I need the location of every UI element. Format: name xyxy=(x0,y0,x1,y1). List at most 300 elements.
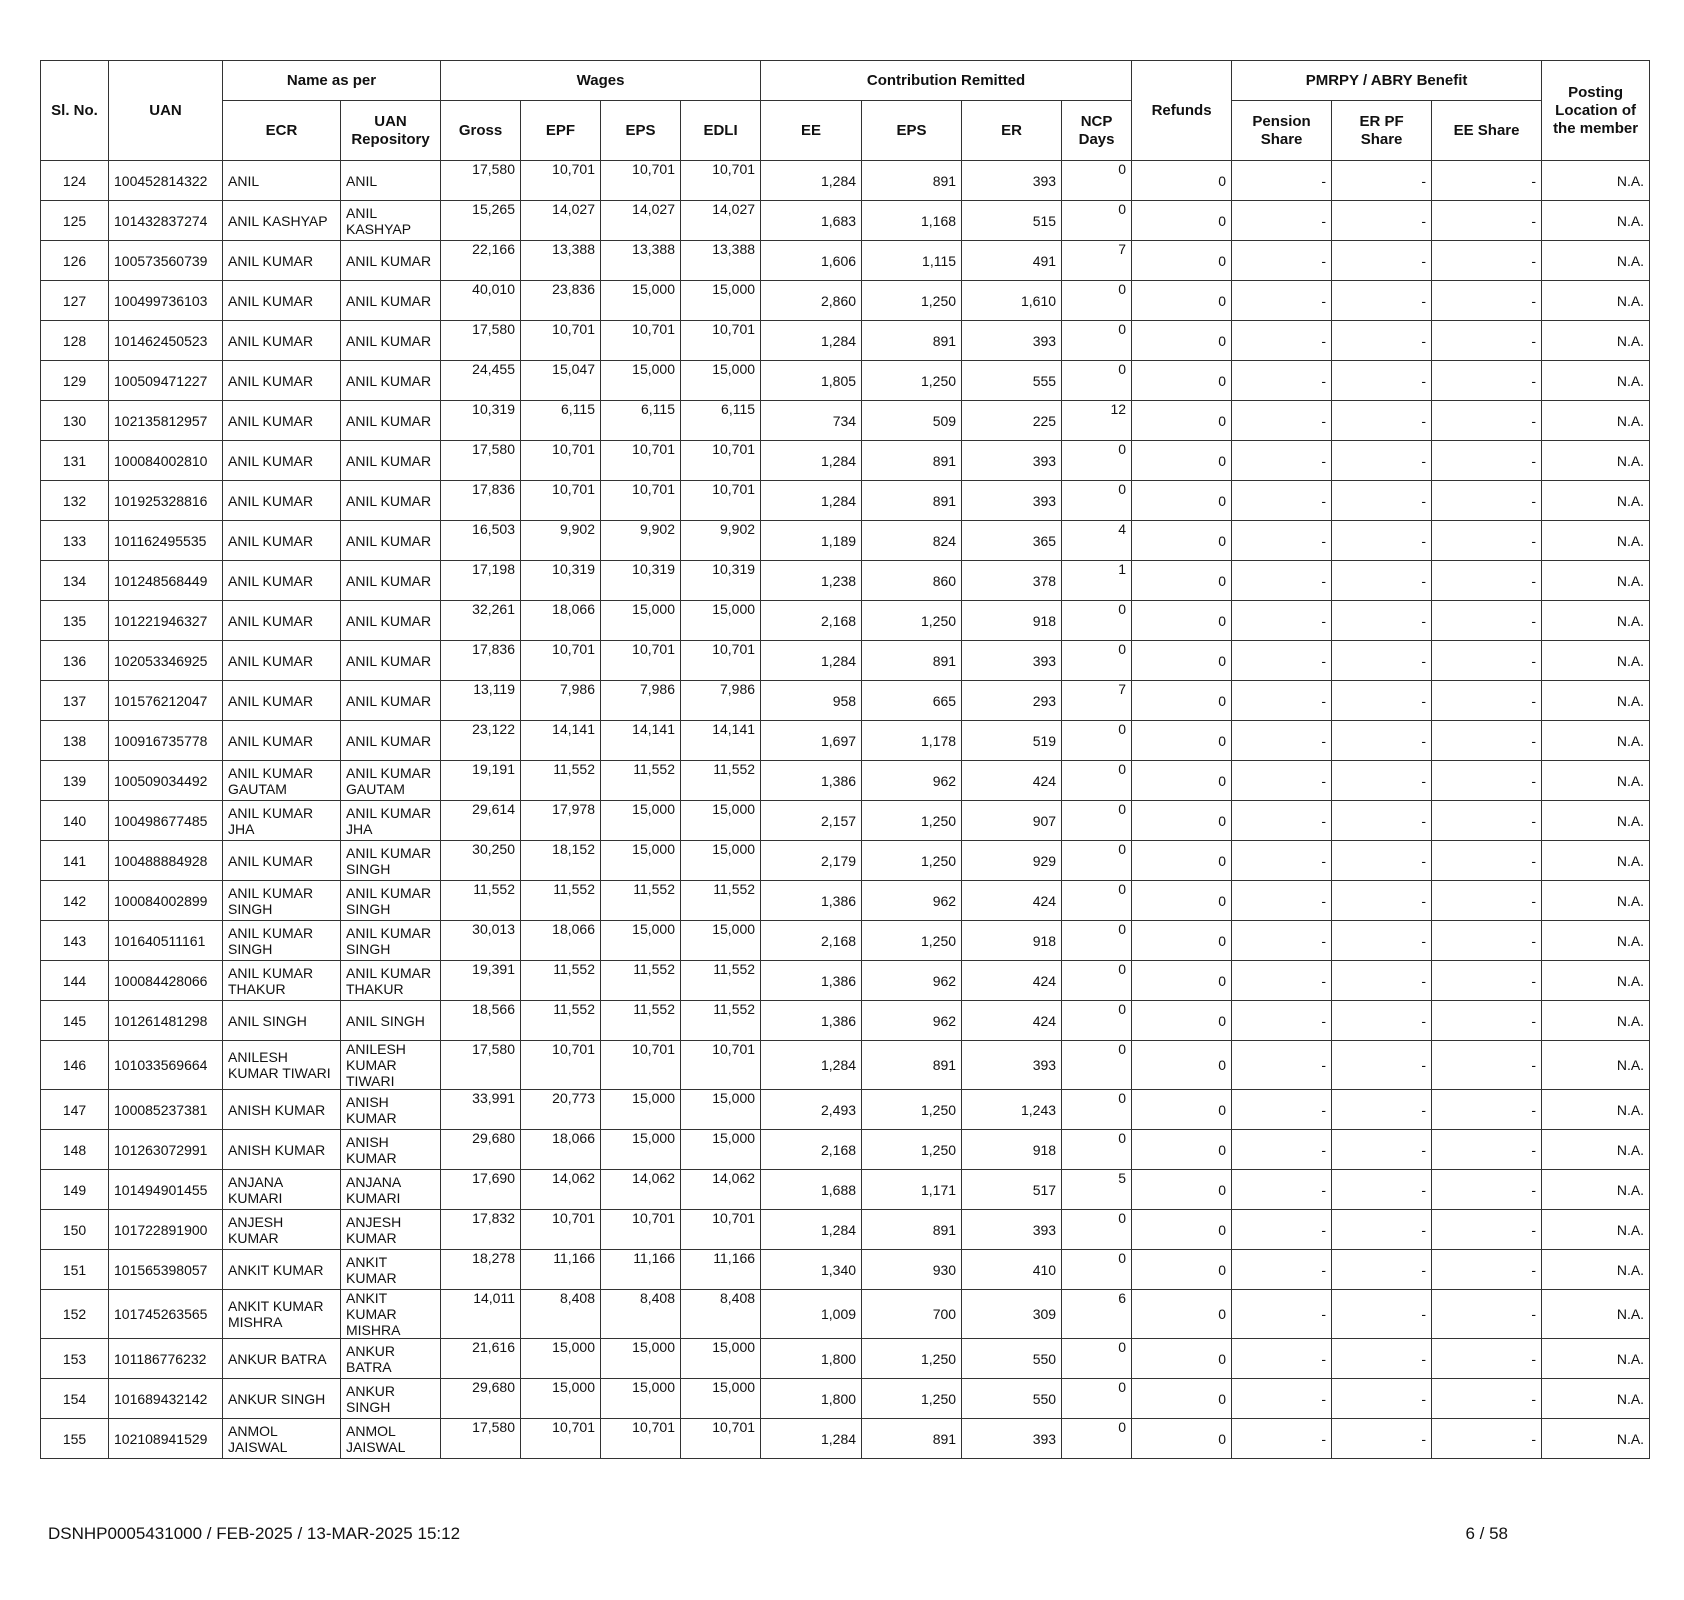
cell-er: 515 xyxy=(962,201,1062,241)
cell-refunds: 0 xyxy=(1132,361,1232,401)
cell-eps-contribution: 891 xyxy=(862,1210,962,1250)
cell-eps: 15,000 xyxy=(601,1379,681,1419)
cell-er-pf-share: - xyxy=(1332,961,1432,1001)
cell-refunds: 0 xyxy=(1132,1210,1232,1250)
cell-er: 293 xyxy=(962,681,1062,721)
cell-eps: 15,000 xyxy=(601,801,681,841)
table-row xyxy=(41,801,1650,841)
cell-eps-contribution: 1,171 xyxy=(862,1170,962,1210)
cell-epf: 14,062 xyxy=(521,1170,601,1210)
cell-er-pf-share: - xyxy=(1332,1290,1432,1339)
cell-ncp-days: 7 xyxy=(1062,241,1132,281)
cell-eps: 11,166 xyxy=(601,1250,681,1290)
cell-pension-share: - xyxy=(1232,1170,1332,1210)
cell-sl-no: 155 xyxy=(41,1419,109,1459)
cell-eps-contribution: 962 xyxy=(862,961,962,1001)
cell-eps: 10,701 xyxy=(601,481,681,521)
cell-name-uan-repository: ANIL KUMAR xyxy=(341,601,441,641)
cell-ee: 1,238 xyxy=(761,561,862,601)
cell-gross: 23,122 xyxy=(441,721,521,761)
cell-gross: 17,690 xyxy=(441,1170,521,1210)
cell-edli: 15,000 xyxy=(681,361,761,401)
header-ee-share: EE Share xyxy=(1432,101,1542,161)
cell-name-ecr: ANIL xyxy=(223,161,341,201)
cell-uan: 101494901455 xyxy=(109,1170,223,1210)
cell-refunds: 0 xyxy=(1132,1290,1232,1339)
cell-er: 1,243 xyxy=(962,1090,1062,1130)
table-row xyxy=(41,201,1650,241)
cell-eps: 10,701 xyxy=(601,1041,681,1090)
cell-eps-contribution: 1,250 xyxy=(862,841,962,881)
cell-sl-no: 147 xyxy=(41,1090,109,1130)
cell-er-pf-share: - xyxy=(1332,281,1432,321)
table-row xyxy=(41,1379,1650,1419)
cell-epf: 11,552 xyxy=(521,761,601,801)
cell-posting-location: N.A. xyxy=(1542,921,1650,961)
cell-ncp-days: 0 xyxy=(1062,1250,1132,1290)
cell-pension-share: - xyxy=(1232,1250,1332,1290)
cell-name-ecr: ANIL KASHYAP xyxy=(223,201,341,241)
cell-edli: 14,027 xyxy=(681,201,761,241)
cell-er: 918 xyxy=(962,921,1062,961)
cell-pension-share: - xyxy=(1232,241,1332,281)
cell-ncp-days: 6 xyxy=(1062,1290,1132,1339)
cell-ee-share: - xyxy=(1432,361,1542,401)
cell-ee-share: - xyxy=(1432,281,1542,321)
header-contribution-remitted: Contribution Remitted xyxy=(761,61,1132,101)
cell-epf: 11,552 xyxy=(521,961,601,1001)
cell-sl-no: 141 xyxy=(41,841,109,881)
cell-ncp-days: 0 xyxy=(1062,601,1132,641)
cell-ee-share: - xyxy=(1432,481,1542,521)
cell-gross: 21,616 xyxy=(441,1339,521,1379)
cell-epf: 6,115 xyxy=(521,401,601,441)
cell-ee: 1,009 xyxy=(761,1290,862,1339)
cell-gross: 22,166 xyxy=(441,241,521,281)
table-row xyxy=(41,601,1650,641)
cell-posting-location: N.A. xyxy=(1542,1419,1650,1459)
cell-name-ecr: ANIL KUMAR SINGH xyxy=(223,881,341,921)
page-indicator: 6 / 58 xyxy=(1465,1524,1508,1543)
cell-er: 393 xyxy=(962,641,1062,681)
cell-name-uan-repository: ANMOL JAISWAL xyxy=(341,1419,441,1459)
cell-ncp-days: 0 xyxy=(1062,481,1132,521)
cell-ncp-days: 0 xyxy=(1062,361,1132,401)
cell-refunds: 0 xyxy=(1132,961,1232,1001)
cell-sl-no: 124 xyxy=(41,161,109,201)
cell-uan: 101745263565 xyxy=(109,1290,223,1339)
cell-er-pf-share: - xyxy=(1332,641,1432,681)
cell-ncp-days: 0 xyxy=(1062,801,1132,841)
cell-ee-share: - xyxy=(1432,761,1542,801)
cell-ncp-days: 0 xyxy=(1062,761,1132,801)
cell-pension-share: - xyxy=(1232,561,1332,601)
header-pmrpy-abry: PMRPY / ABRY Benefit xyxy=(1232,61,1542,101)
cell-pension-share: - xyxy=(1232,441,1332,481)
cell-uan: 100916735778 xyxy=(109,721,223,761)
cell-name-ecr: ANIL KUMAR xyxy=(223,441,341,481)
cell-name-ecr: ANIL KUMAR JHA xyxy=(223,801,341,841)
cell-ee: 1,688 xyxy=(761,1170,862,1210)
cell-name-ecr: ANKUR BATRA xyxy=(223,1339,341,1379)
cell-sl-no: 128 xyxy=(41,321,109,361)
table-row xyxy=(41,921,1650,961)
cell-edli: 15,000 xyxy=(681,1379,761,1419)
cell-posting-location: N.A. xyxy=(1542,321,1650,361)
cell-posting-location: N.A. xyxy=(1542,601,1650,641)
cell-uan: 102053346925 xyxy=(109,641,223,681)
cell-posting-location: N.A. xyxy=(1542,1130,1650,1170)
cell-sl-no: 136 xyxy=(41,641,109,681)
cell-ee-share: - xyxy=(1432,1041,1542,1090)
cell-gross: 30,013 xyxy=(441,921,521,961)
cell-ncp-days: 0 xyxy=(1062,881,1132,921)
cell-refunds: 0 xyxy=(1132,561,1232,601)
cell-pension-share: - xyxy=(1232,361,1332,401)
cell-name-uan-repository: ANKIT KUMAR xyxy=(341,1250,441,1290)
cell-gross: 29,680 xyxy=(441,1130,521,1170)
cell-pension-share: - xyxy=(1232,801,1332,841)
cell-edli: 10,701 xyxy=(681,1041,761,1090)
cell-er: 393 xyxy=(962,1210,1062,1250)
cell-epf: 18,152 xyxy=(521,841,601,881)
cell-ncp-days: 0 xyxy=(1062,921,1132,961)
cell-name-ecr: ANIL KUMAR xyxy=(223,321,341,361)
cell-er: 410 xyxy=(962,1250,1062,1290)
cell-er-pf-share: - xyxy=(1332,1001,1432,1041)
cell-ncp-days: 0 xyxy=(1062,441,1132,481)
cell-uan: 100084002899 xyxy=(109,881,223,921)
cell-refunds: 0 xyxy=(1132,1339,1232,1379)
table-row xyxy=(41,1210,1650,1250)
cell-epf: 18,066 xyxy=(521,921,601,961)
cell-ee-share: - xyxy=(1432,801,1542,841)
table-row xyxy=(41,281,1650,321)
cell-refunds: 0 xyxy=(1132,1250,1232,1290)
cell-er: 907 xyxy=(962,801,1062,841)
cell-posting-location: N.A. xyxy=(1542,1001,1650,1041)
cell-name-uan-repository: ANIL KUMAR JHA xyxy=(341,801,441,841)
cell-gross: 40,010 xyxy=(441,281,521,321)
cell-ncp-days: 0 xyxy=(1062,841,1132,881)
cell-gross: 15,265 xyxy=(441,201,521,241)
cell-posting-location: N.A. xyxy=(1542,1170,1650,1210)
header-pension-share: Pension Share xyxy=(1232,101,1332,161)
cell-er-pf-share: - xyxy=(1332,361,1432,401)
cell-epf: 9,902 xyxy=(521,521,601,561)
cell-refunds: 0 xyxy=(1132,761,1232,801)
cell-ee: 2,493 xyxy=(761,1090,862,1130)
cell-er: 393 xyxy=(962,481,1062,521)
cell-edli: 14,141 xyxy=(681,721,761,761)
cell-er: 393 xyxy=(962,1419,1062,1459)
cell-eps-contribution: 962 xyxy=(862,1001,962,1041)
cell-ee-share: - xyxy=(1432,881,1542,921)
cell-name-uan-repository: ANIL KUMAR SINGH xyxy=(341,881,441,921)
cell-epf: 20,773 xyxy=(521,1090,601,1130)
cell-pension-share: - xyxy=(1232,1130,1332,1170)
cell-name-uan-repository: ANIL KUMAR xyxy=(341,441,441,481)
cell-ee: 2,157 xyxy=(761,801,862,841)
cell-epf: 15,000 xyxy=(521,1379,601,1419)
cell-eps: 15,000 xyxy=(601,1090,681,1130)
cell-sl-no: 152 xyxy=(41,1290,109,1339)
cell-ee: 1,386 xyxy=(761,961,862,1001)
cell-ee: 1,284 xyxy=(761,1041,862,1090)
cell-gross: 17,836 xyxy=(441,641,521,681)
cell-refunds: 0 xyxy=(1132,1379,1232,1419)
cell-epf: 23,836 xyxy=(521,281,601,321)
cell-edli: 10,701 xyxy=(681,641,761,681)
cell-refunds: 0 xyxy=(1132,321,1232,361)
cell-eps-contribution: 891 xyxy=(862,1419,962,1459)
cell-edli: 11,552 xyxy=(681,881,761,921)
cell-er-pf-share: - xyxy=(1332,241,1432,281)
cell-er: 424 xyxy=(962,961,1062,1001)
cell-edli: 10,701 xyxy=(681,161,761,201)
cell-eps: 11,552 xyxy=(601,881,681,921)
cell-name-ecr: ANKIT KUMAR MISHRA xyxy=(223,1290,341,1339)
cell-er: 365 xyxy=(962,521,1062,561)
cell-er-pf-share: - xyxy=(1332,841,1432,881)
cell-edli: 15,000 xyxy=(681,841,761,881)
cell-epf: 10,701 xyxy=(521,441,601,481)
cell-er: 918 xyxy=(962,1130,1062,1170)
cell-ee-share: - xyxy=(1432,1210,1542,1250)
cell-eps-contribution: 824 xyxy=(862,521,962,561)
cell-ee: 734 xyxy=(761,401,862,441)
cell-er-pf-share: - xyxy=(1332,1339,1432,1379)
cell-posting-location: N.A. xyxy=(1542,481,1650,521)
cell-er: 393 xyxy=(962,441,1062,481)
cell-sl-no: 131 xyxy=(41,441,109,481)
cell-posting-location: N.A. xyxy=(1542,1250,1650,1290)
cell-posting-location: N.A. xyxy=(1542,1041,1650,1090)
header-wages: Wages xyxy=(441,61,761,101)
cell-pension-share: - xyxy=(1232,481,1332,521)
cell-name-ecr: ANIL KUMAR xyxy=(223,521,341,561)
cell-uan: 102108941529 xyxy=(109,1419,223,1459)
cell-epf: 14,027 xyxy=(521,201,601,241)
cell-refunds: 0 xyxy=(1132,801,1232,841)
cell-pension-share: - xyxy=(1232,1041,1332,1090)
cell-epf: 11,166 xyxy=(521,1250,601,1290)
cell-ee-share: - xyxy=(1432,601,1542,641)
cell-eps-contribution: 962 xyxy=(862,881,962,921)
cell-name-ecr: ANIL KUMAR xyxy=(223,281,341,321)
cell-name-uan-repository: ANIL KUMAR xyxy=(341,361,441,401)
cell-ncp-days: 0 xyxy=(1062,1339,1132,1379)
cell-er: 393 xyxy=(962,161,1062,201)
header-ee: EE xyxy=(761,101,862,161)
cell-eps: 15,000 xyxy=(601,921,681,961)
header-edli: EDLI xyxy=(681,101,761,161)
cell-ee-share: - xyxy=(1432,161,1542,201)
cell-pension-share: - xyxy=(1232,841,1332,881)
cell-pension-share: - xyxy=(1232,641,1332,681)
cell-er-pf-share: - xyxy=(1332,1090,1432,1130)
cell-ee-share: - xyxy=(1432,1090,1542,1130)
cell-name-ecr: ANIL KUMAR xyxy=(223,561,341,601)
cell-pension-share: - xyxy=(1232,201,1332,241)
cell-name-uan-repository: ANIL KUMAR SINGH xyxy=(341,921,441,961)
cell-eps-contribution: 1,178 xyxy=(862,721,962,761)
cell-name-uan-repository: ANJANA KUMARI xyxy=(341,1170,441,1210)
cell-gross: 17,580 xyxy=(441,1041,521,1090)
header-eps: EPS xyxy=(601,101,681,161)
cell-name-ecr: ANKUR SINGH xyxy=(223,1379,341,1419)
cell-epf: 10,701 xyxy=(521,1210,601,1250)
cell-eps-contribution: 1,115 xyxy=(862,241,962,281)
cell-uan: 101640511161 xyxy=(109,921,223,961)
cell-posting-location: N.A. xyxy=(1542,1379,1650,1419)
table-row xyxy=(41,721,1650,761)
cell-ncp-days: 4 xyxy=(1062,521,1132,561)
cell-eps-contribution: 1,250 xyxy=(862,1339,962,1379)
cell-eps: 10,701 xyxy=(601,441,681,481)
cell-er: 424 xyxy=(962,761,1062,801)
cell-edli: 15,000 xyxy=(681,921,761,961)
cell-edli: 14,062 xyxy=(681,1170,761,1210)
cell-epf: 18,066 xyxy=(521,601,601,641)
cell-refunds: 0 xyxy=(1132,841,1232,881)
cell-sl-no: 125 xyxy=(41,201,109,241)
cell-ee-share: - xyxy=(1432,1290,1542,1339)
table-row xyxy=(41,521,1650,561)
cell-pension-share: - xyxy=(1232,681,1332,721)
cell-name-ecr: ANIL KUMAR SINGH xyxy=(223,921,341,961)
cell-ncp-days: 0 xyxy=(1062,1210,1132,1250)
cell-uan: 101221946327 xyxy=(109,601,223,641)
cell-gross: 10,319 xyxy=(441,401,521,441)
cell-eps-contribution: 1,168 xyxy=(862,201,962,241)
cell-posting-location: N.A. xyxy=(1542,361,1650,401)
cell-epf: 10,701 xyxy=(521,321,601,361)
cell-uan: 100509471227 xyxy=(109,361,223,401)
cell-sl-no: 137 xyxy=(41,681,109,721)
cell-ncp-days: 0 xyxy=(1062,721,1132,761)
cell-name-ecr: ANKIT KUMAR xyxy=(223,1250,341,1290)
cell-ee: 1,284 xyxy=(761,321,862,361)
table-row xyxy=(41,441,1650,481)
cell-pension-share: - xyxy=(1232,1379,1332,1419)
cell-eps-contribution: 700 xyxy=(862,1290,962,1339)
cell-er-pf-share: - xyxy=(1332,1379,1432,1419)
cell-er-pf-share: - xyxy=(1332,521,1432,561)
cell-name-uan-repository: ANJESH KUMAR xyxy=(341,1210,441,1250)
cell-eps: 15,000 xyxy=(601,1339,681,1379)
cell-sl-no: 146 xyxy=(41,1041,109,1090)
cell-ncp-days: 0 xyxy=(1062,1090,1132,1130)
cell-uan: 101565398057 xyxy=(109,1250,223,1290)
cell-uan: 100509034492 xyxy=(109,761,223,801)
cell-gross: 33,991 xyxy=(441,1090,521,1130)
cell-eps-contribution: 509 xyxy=(862,401,962,441)
cell-er: 225 xyxy=(962,401,1062,441)
cell-name-uan-repository: ANIL KUMAR xyxy=(341,561,441,601)
cell-ee: 2,168 xyxy=(761,601,862,641)
cell-uan: 101162495535 xyxy=(109,521,223,561)
table-row xyxy=(41,1419,1650,1459)
cell-pension-share: - xyxy=(1232,601,1332,641)
cell-er-pf-share: - xyxy=(1332,681,1432,721)
cell-name-uan-repository: ANIL KUMAR xyxy=(341,281,441,321)
cell-ee: 1,800 xyxy=(761,1379,862,1419)
cell-epf: 18,066 xyxy=(521,1130,601,1170)
cell-ee: 1,386 xyxy=(761,1001,862,1041)
cell-pension-share: - xyxy=(1232,761,1332,801)
cell-ncp-days: 0 xyxy=(1062,1379,1132,1419)
cell-pension-share: - xyxy=(1232,161,1332,201)
cell-name-ecr: ANIL KUMAR xyxy=(223,601,341,641)
cell-sl-no: 132 xyxy=(41,481,109,521)
ecr-contribution-table xyxy=(40,60,1650,1459)
cell-sl-no: 153 xyxy=(41,1339,109,1379)
cell-uan: 100452814322 xyxy=(109,161,223,201)
table-row xyxy=(41,561,1650,601)
cell-posting-location: N.A. xyxy=(1542,1339,1650,1379)
cell-pension-share: - xyxy=(1232,401,1332,441)
cell-pension-share: - xyxy=(1232,281,1332,321)
cell-eps: 14,062 xyxy=(601,1170,681,1210)
cell-uan: 100085237381 xyxy=(109,1090,223,1130)
cell-epf: 15,047 xyxy=(521,361,601,401)
cell-ee: 1,284 xyxy=(761,441,862,481)
cell-name-ecr: ANIL KUMAR xyxy=(223,241,341,281)
cell-posting-location: N.A. xyxy=(1542,521,1650,561)
cell-gross: 17,832 xyxy=(441,1210,521,1250)
table-row xyxy=(41,641,1650,681)
cell-epf: 17,978 xyxy=(521,801,601,841)
cell-gross: 32,261 xyxy=(441,601,521,641)
cell-uan: 101186776232 xyxy=(109,1339,223,1379)
cell-gross: 14,011 xyxy=(441,1290,521,1339)
cell-name-uan-repository: ANIL KUMAR xyxy=(341,401,441,441)
cell-refunds: 0 xyxy=(1132,1419,1232,1459)
cell-sl-no: 139 xyxy=(41,761,109,801)
cell-er-pf-share: - xyxy=(1332,601,1432,641)
cell-pension-share: - xyxy=(1232,1339,1332,1379)
cell-er-pf-share: - xyxy=(1332,1250,1432,1290)
cell-eps: 11,552 xyxy=(601,761,681,801)
cell-refunds: 0 xyxy=(1132,241,1232,281)
cell-ee-share: - xyxy=(1432,1001,1542,1041)
cell-refunds: 0 xyxy=(1132,281,1232,321)
cell-name-uan-repository: ANIL KUMAR xyxy=(341,321,441,361)
cell-er-pf-share: - xyxy=(1332,1130,1432,1170)
cell-edli: 15,000 xyxy=(681,1339,761,1379)
cell-ee: 1,284 xyxy=(761,161,862,201)
cell-eps: 9,902 xyxy=(601,521,681,561)
table-row xyxy=(41,1041,1650,1090)
cell-posting-location: N.A. xyxy=(1542,801,1650,841)
cell-uan: 100498677485 xyxy=(109,801,223,841)
cell-eps: 15,000 xyxy=(601,1130,681,1170)
cell-eps: 10,701 xyxy=(601,321,681,361)
cell-ee: 2,168 xyxy=(761,921,862,961)
cell-ee: 1,386 xyxy=(761,881,862,921)
cell-epf: 10,701 xyxy=(521,1041,601,1090)
cell-refunds: 0 xyxy=(1132,601,1232,641)
table-row xyxy=(41,1130,1650,1170)
cell-ee-share: - xyxy=(1432,641,1542,681)
cell-ee: 1,284 xyxy=(761,1419,862,1459)
table-body xyxy=(41,161,1650,1459)
cell-posting-location: N.A. xyxy=(1542,721,1650,761)
cell-er-pf-share: - xyxy=(1332,441,1432,481)
cell-edli: 10,701 xyxy=(681,1210,761,1250)
cell-edli: 10,701 xyxy=(681,481,761,521)
